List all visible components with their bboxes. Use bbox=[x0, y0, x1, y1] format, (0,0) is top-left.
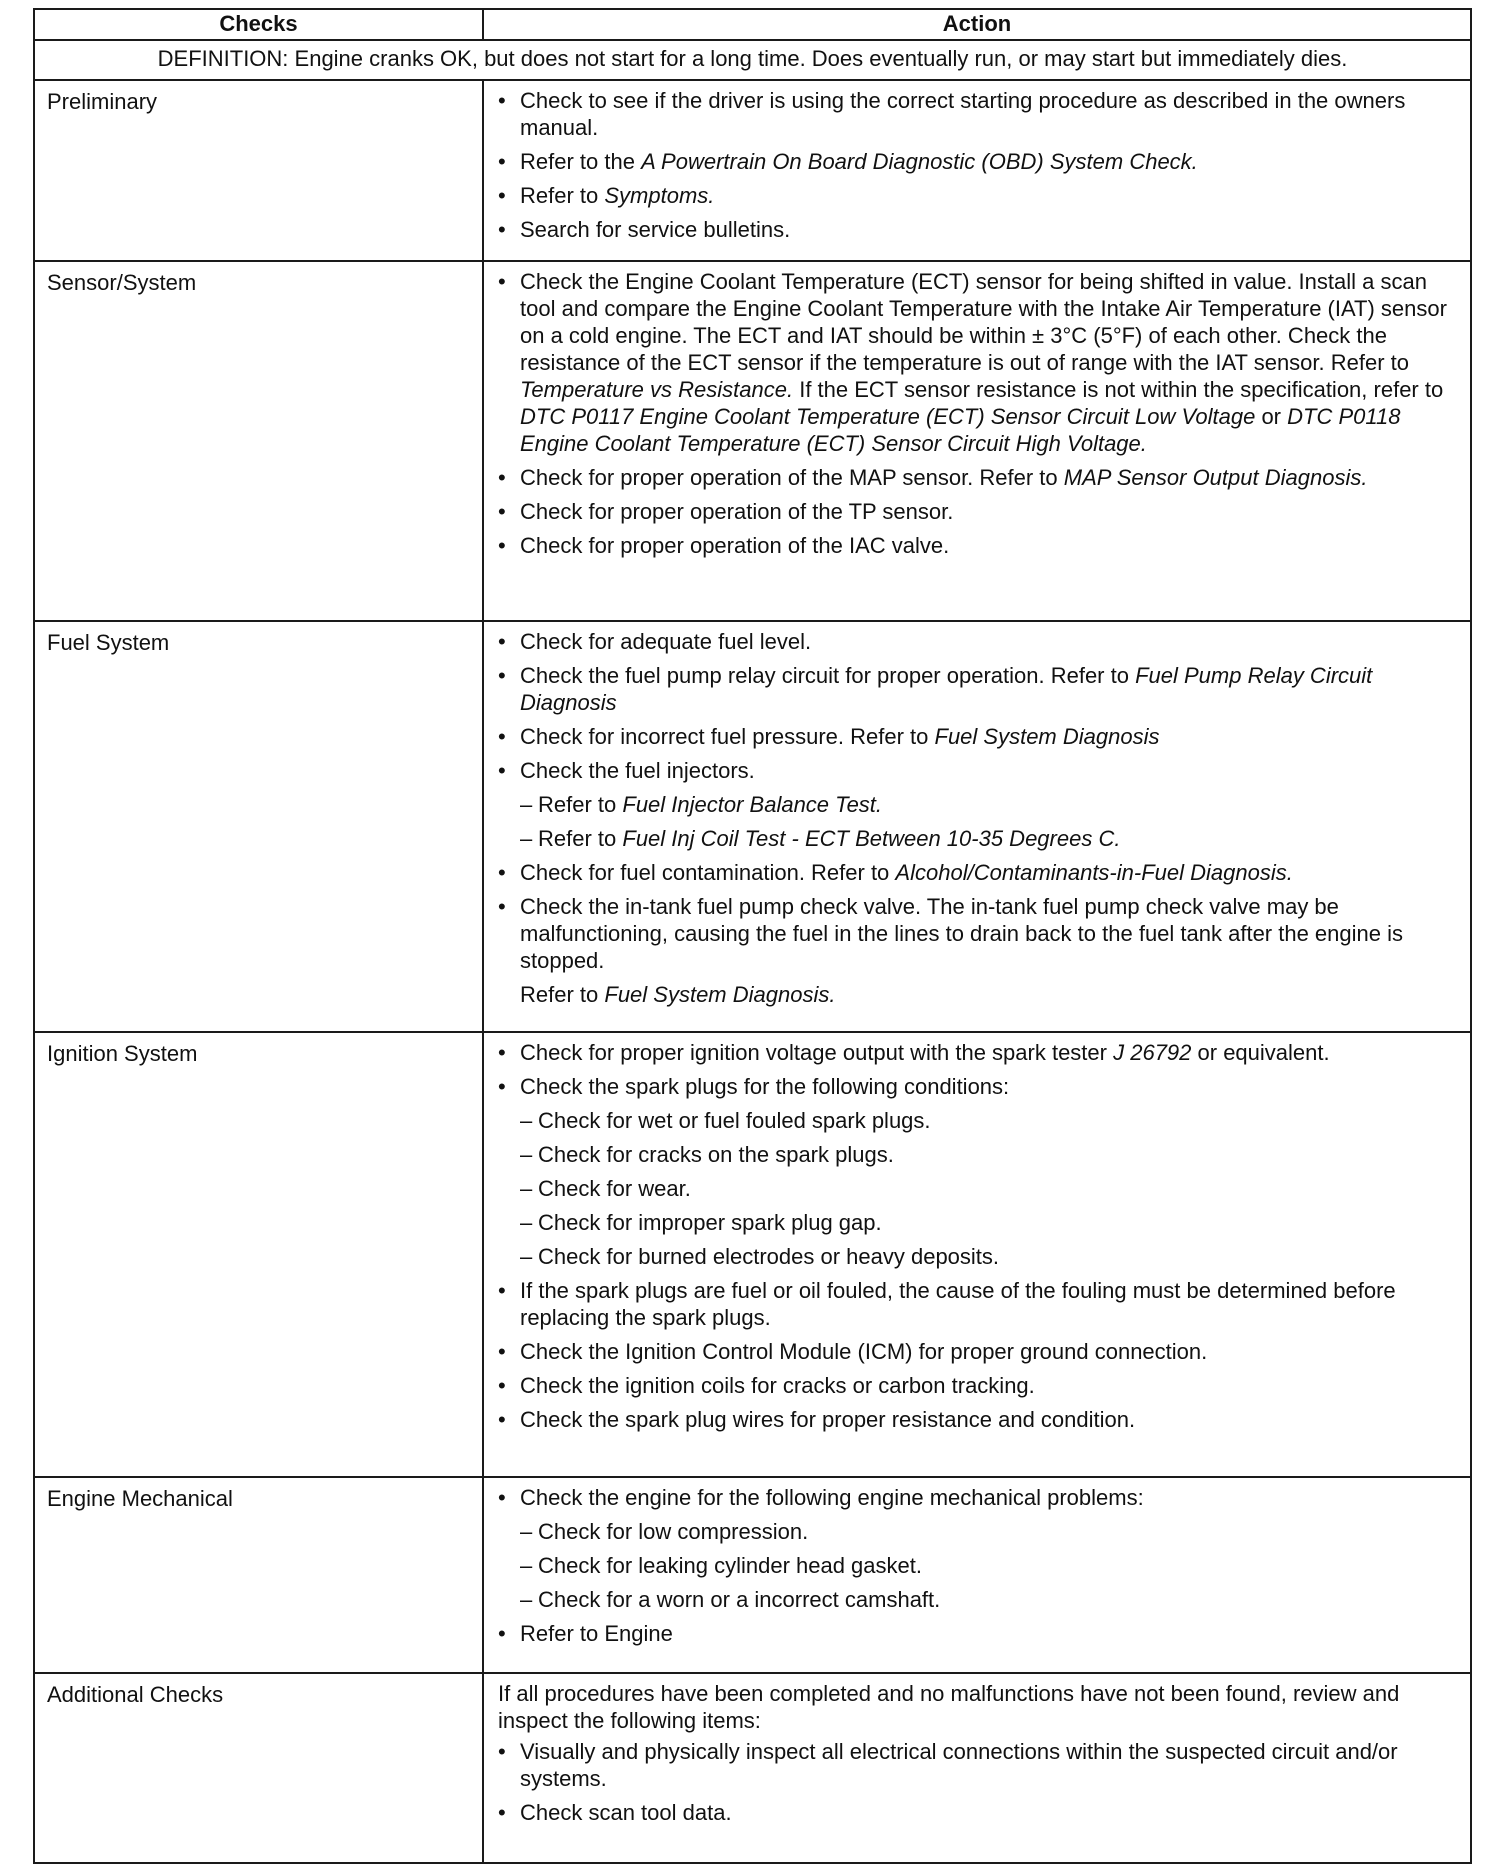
action-cell-additional-checks bbox=[483, 1673, 1471, 1863]
table-row-fuel-system bbox=[34, 621, 1471, 1032]
table-row-preliminary bbox=[34, 80, 1471, 261]
table-row-sensor-system bbox=[34, 261, 1471, 621]
diagnostic-table bbox=[33, 8, 1472, 1864]
list-item: • Check scan tool data. bbox=[498, 1799, 1462, 1826]
reference-link: A Powertrain On Board Diagnostic (OBD) System Check. bbox=[641, 149, 1198, 174]
action-cell-ignition-system bbox=[483, 1032, 1471, 1477]
list-item: • Check for proper operation of the MAP sensor. Refer to MAP Sensor Output Diagnosis. bbox=[498, 464, 1462, 491]
list-item: • Check the Engine Coolant Temperature (ECT) sensor for being shifted in value. Install a scan tool and compare the Engine Coolant Temperature with the Intake Air Temperature (IAT) sensor on a cold engine. The ECT and IAT should be within ± 3°C (5°F) of each other. Check the resistance of the ECT sensor if the temperature is out of range with the IAT sensor. Refer to Temperature vs Resistance. If the ECT sensor resistance is not within the specification, refer to DTC P0117 Engine Coolant Temperature (ECT) Sensor Circuit Low Voltage or DTC P0118 Engine Coolant Temperature (ECT) Sensor Circuit High Voltage. bbox=[498, 268, 1462, 457]
reference-link: Fuel Inj Coil Test - ECT Between 10-35 Degrees C. bbox=[622, 826, 1121, 851]
list-item: • Refer to Symptoms. bbox=[498, 182, 1462, 209]
list-item: • Refer to the A Powertrain On Board Diagnostic (OBD) System Check. bbox=[498, 148, 1462, 175]
action-cell-fuel-system bbox=[483, 621, 1471, 1032]
sub-list-item: – Check for improper spark plug gap. bbox=[498, 1209, 1462, 1236]
list-item: • Check for incorrect fuel pressure. Refer to Fuel System Diagnosis bbox=[498, 723, 1462, 750]
definition-row bbox=[34, 40, 1471, 80]
list-item: • Check the fuel injectors. bbox=[498, 757, 1462, 784]
list-item: • Check the ignition coils for cracks or carbon tracking. bbox=[498, 1372, 1462, 1399]
reference-link: Fuel Pump Relay Circuit Diagnosis bbox=[520, 663, 1373, 715]
intro-text: If all procedures have been completed and no malfunctions have not been found, review and inspect the following items: bbox=[498, 1681, 1400, 1733]
sub-list-item: – Refer to Fuel Injector Balance Test. bbox=[498, 791, 1462, 818]
sub-list-item: – Refer to Fuel Inj Coil Test - ECT Between 10-35 Degrees C. bbox=[498, 825, 1462, 852]
reference-link: DTC P0117 Engine Coolant Temperature (ECT) Sensor Circuit Low Voltage bbox=[520, 404, 1256, 429]
reference-link: DTC P0118 Engine Coolant Temperature (ECT) Sensor Circuit High Voltage. bbox=[520, 404, 1401, 456]
list-item: • Check the fuel pump relay circuit for proper operation. Refer to Fuel Pump Relay Circuit Diagnosis bbox=[498, 662, 1462, 716]
list-note: Refer to Fuel System Diagnosis. bbox=[520, 982, 836, 1007]
action-cell-preliminary bbox=[483, 80, 1471, 261]
table-row-additional-checks bbox=[34, 1673, 1471, 1863]
check-label-ignition-system: Ignition System bbox=[34, 1032, 483, 1477]
sub-list-item: – Check for cracks on the spark plugs. bbox=[498, 1141, 1462, 1168]
list-item: • If the spark plugs are fuel or oil fouled, the cause of the fouling must be determined before replacing the spark plugs. bbox=[498, 1277, 1462, 1331]
sub-list-item: – Check for wet or fuel fouled spark plugs. bbox=[498, 1107, 1462, 1134]
list-item: • Check the in-tank fuel pump check valve. The in-tank fuel pump check valve may be malfunctioning, causing the fuel in the lines to drain back to the fuel tank after the engine is stopped. bbox=[498, 893, 1462, 974]
reference-link: J 26792 bbox=[1113, 1040, 1192, 1065]
list-item: • Check the spark plug wires for proper resistance and condition. bbox=[498, 1406, 1462, 1433]
table-row-engine-mechanical bbox=[34, 1477, 1471, 1673]
check-label-preliminary: Preliminary bbox=[34, 80, 483, 261]
reference-link: Temperature vs Resistance. bbox=[520, 377, 794, 402]
table-row-ignition-system bbox=[34, 1032, 1471, 1477]
reference-link: Fuel System Diagnosis. bbox=[604, 982, 836, 1007]
list-item: • Check to see if the driver is using the correct starting procedure as described in the owners manual. bbox=[498, 87, 1462, 141]
list-item: • Check the Ignition Control Module (ICM) for proper ground connection. bbox=[498, 1338, 1462, 1365]
sub-list-item: – Check for a worn or a incorrect camshaft. bbox=[498, 1586, 1462, 1613]
check-label-fuel-system: Fuel System bbox=[34, 621, 483, 1032]
reference-link: Symptoms. bbox=[604, 183, 715, 208]
reference-link: Fuel System Diagnosis bbox=[934, 724, 1160, 749]
check-label-engine-mechanical: Engine Mechanical bbox=[34, 1477, 483, 1673]
action-header: Action bbox=[483, 9, 1471, 40]
sub-list-item: – Check for wear. bbox=[498, 1175, 1462, 1202]
check-label-sensor-system: Sensor/System bbox=[34, 261, 483, 621]
list-item: • Visually and physically inspect all electrical connections within the suspected circuit and/or systems. bbox=[498, 1738, 1462, 1792]
reference-link: Fuel Injector Balance Test. bbox=[622, 792, 883, 817]
list-item: • Refer to Engine bbox=[498, 1620, 1462, 1647]
list-item: • Check the engine for the following engine mechanical problems: bbox=[498, 1484, 1462, 1511]
reference-link: Alcohol/Contaminants-in-Fuel Diagnosis. bbox=[895, 860, 1293, 885]
action-cell-sensor-system bbox=[483, 261, 1471, 621]
list-item: • Check for proper ignition voltage output with the spark tester J 26792 or equivalent. bbox=[498, 1039, 1462, 1066]
check-label-additional-checks: Additional Checks bbox=[34, 1673, 483, 1863]
header-row bbox=[34, 9, 1471, 40]
checks-header: Checks bbox=[34, 9, 483, 40]
list-item: • Search for service bulletins. bbox=[498, 216, 1462, 243]
definition-text: DEFINITION: Engine cranks OK, but does not start for a long time. Does eventually run, or may start but immediately dies. bbox=[34, 40, 1471, 80]
reference-link: MAP Sensor Output Diagnosis. bbox=[1063, 465, 1368, 490]
list-item: • Check for adequate fuel level. bbox=[498, 628, 1462, 655]
sub-list-item: – Check for leaking cylinder head gasket. bbox=[498, 1552, 1462, 1579]
list-item: • Check the spark plugs for the following conditions: bbox=[498, 1073, 1462, 1100]
list-item: • Check for proper operation of the IAC valve. bbox=[498, 532, 1462, 559]
action-cell-engine-mechanical bbox=[483, 1477, 1471, 1673]
sub-list-item: – Check for burned electrodes or heavy deposits. bbox=[498, 1243, 1462, 1270]
list-item: • Check for fuel contamination. Refer to Alcohol/Contaminants-in-Fuel Diagnosis. bbox=[498, 859, 1462, 886]
list-item: • Check for proper operation of the TP sensor. bbox=[498, 498, 1462, 525]
sub-list-item: – Check for low compression. bbox=[498, 1518, 1462, 1545]
